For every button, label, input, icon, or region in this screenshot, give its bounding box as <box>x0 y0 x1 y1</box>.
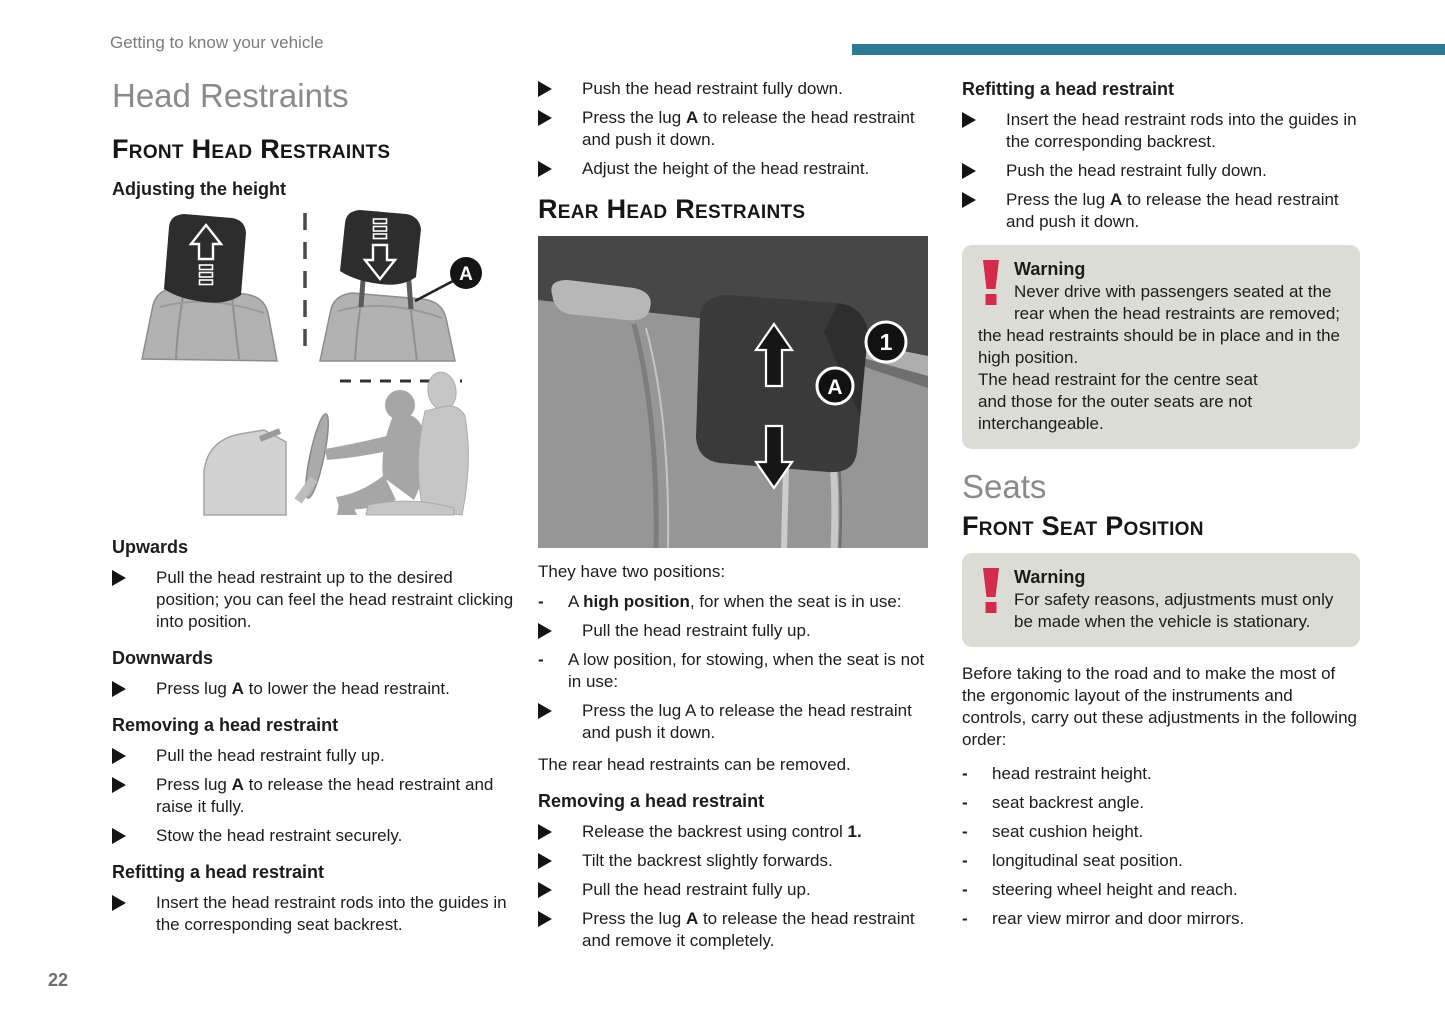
rear-removing-list <box>538 821 940 952</box>
list-item <box>112 892 514 936</box>
low-position-action <box>538 700 940 744</box>
arrow-bullet-icon <box>538 911 568 927</box>
arrow-bullet-icon <box>538 853 568 869</box>
arrow-bullet-icon <box>112 681 142 697</box>
list-item-text: Press the lug A to release the head restraint and push it down. <box>1006 190 1339 231</box>
adjustment-order-list <box>962 763 1360 930</box>
arrow-bullet-icon <box>538 623 568 639</box>
list-item <box>962 792 1360 814</box>
rear-head-restraint-figure <box>538 236 940 553</box>
list-item-text: Release the backrest using control 1. <box>582 822 862 841</box>
adjustment-intro: Before taking to the road and to make the most of the ergonomic layout of the instruments and controls, carry out these adjustments in the following order: <box>962 664 1357 749</box>
list-item <box>538 821 940 843</box>
list-item-text: A low position, for stowing, when the seat is not in use: <box>568 650 925 691</box>
subheading-removing-rear: Removing a head restraint <box>538 791 765 811</box>
list-item <box>538 879 940 901</box>
section-front-seat-position: Front Seat Position <box>962 511 1204 541</box>
list-item <box>962 189 1360 233</box>
list-item <box>538 850 940 872</box>
dash-bullet: - <box>962 851 968 870</box>
arrow-bullet-icon <box>112 570 142 586</box>
arrow-bullet-icon <box>112 748 142 764</box>
list-item-text: Push the head restraint fully down. <box>1006 161 1267 180</box>
subheading-adjusting-height: Adjusting the height <box>112 179 286 199</box>
dash-bullet: - <box>962 909 968 928</box>
list-item <box>538 908 940 952</box>
list-item-text: Press the lug A to release the head restraint and push it down. <box>582 701 912 742</box>
dash-bullet: - <box>538 650 544 669</box>
subheading-refitting: Refitting a head restraint <box>112 862 325 882</box>
list-item-text: Tilt the backrest slightly forwards. <box>582 851 833 870</box>
warning-title: Warning <box>1014 259 1086 279</box>
breadcrumb: Getting to know your vehicle <box>110 33 324 52</box>
front-head-restraint-figure <box>112 209 514 522</box>
list-item-text: Pull the head restraint fully up. <box>156 746 385 765</box>
list-item-text: seat cushion height. <box>992 822 1144 841</box>
list-item <box>962 160 1360 182</box>
arrow-bullet-icon <box>538 81 568 97</box>
arrow-bullet-icon <box>962 163 992 179</box>
list-item-text: rear view mirror and door mirrors. <box>992 909 1245 928</box>
list-item <box>112 774 514 818</box>
label-a-text: A <box>459 264 473 285</box>
list-item <box>112 678 514 700</box>
dash-bullet: - <box>962 793 968 812</box>
dash-bullet: - <box>538 592 544 611</box>
list-item-text: Pull the head restraint fully up. <box>582 880 811 899</box>
refitting-list <box>112 892 514 936</box>
section-rear-head-restraints: Rear Head Restraints <box>538 194 806 224</box>
list-item-text: Pull the head restraint fully up. <box>582 621 811 640</box>
warning-text: For safety reasons, adjustments must only be made when the vehicle is stationary. <box>1014 590 1334 631</box>
rear-note: The rear head restraints can be removed. <box>538 755 851 774</box>
arrow-bullet-icon <box>538 161 568 177</box>
arrow-bullet-icon <box>538 110 568 126</box>
warning-box-seat-adjustment <box>962 553 1360 647</box>
rear-intro: They have two positions: <box>538 562 726 581</box>
arrow-bullet-icon <box>112 895 142 911</box>
list-item-text: Push the head restraint fully down. <box>582 79 843 98</box>
warning-title: Warning <box>1014 567 1086 587</box>
dash-bullet: - <box>962 764 968 783</box>
subheading-removing: Removing a head restraint <box>112 715 339 735</box>
warning-box-head-restraints <box>962 245 1360 449</box>
list-item <box>538 591 940 613</box>
subheading-upwards: Upwards <box>112 537 189 557</box>
arrow-bullet-icon <box>538 703 568 719</box>
front-restraint-steps-list <box>538 78 940 180</box>
warning-text: Never drive with passengers seated at the rear when the head restraints are removed; the head restraints should be in place and in the high position. The head restraint for the centre seat and those for the outer seats are not interchangeable. <box>978 282 1341 433</box>
list-item <box>538 649 940 693</box>
seats-title: Seats <box>962 468 1047 505</box>
warning-exclamation-icon <box>980 568 1002 614</box>
low-position-item <box>538 649 940 693</box>
list-item-text: Adjust the height of the head restraint. <box>582 159 870 178</box>
arrow-bullet-icon <box>112 828 142 844</box>
dash-bullet: - <box>962 880 968 899</box>
page-title: Head Restraints <box>112 77 349 114</box>
list-item <box>538 620 940 642</box>
column-left <box>112 78 514 943</box>
list-item-text: Press the lug A to release the head restraint and remove it completely. <box>582 909 915 950</box>
arrow-bullet-icon <box>112 777 142 793</box>
page-number: 22 <box>48 970 69 990</box>
list-item-text: steering wheel height and reach. <box>992 880 1238 899</box>
list-item <box>538 158 940 180</box>
list-item-text: Insert the head restraint rods into the guides in the corresponding backrest. <box>1006 110 1357 151</box>
list-item <box>962 763 1360 785</box>
warning-exclamation-icon <box>980 260 1002 306</box>
list-item <box>962 879 1360 901</box>
rear-refitting-list <box>962 109 1360 233</box>
list-item <box>962 850 1360 872</box>
subheading-refitting-rear: Refitting a head restraint <box>962 79 1175 99</box>
list-item <box>112 567 514 633</box>
list-item <box>112 745 514 767</box>
list-item-text: longitudinal seat position. <box>992 851 1183 870</box>
lug-a-text: A <box>827 376 843 399</box>
list-item <box>962 109 1360 153</box>
section-front-head-restraints: Front Head Restraints <box>112 134 391 164</box>
control-1-text: 1 <box>879 329 893 355</box>
list-item <box>538 78 940 100</box>
list-item-text: Press the lug A to release the head restraint and push it down. <box>582 108 915 149</box>
list-item <box>538 700 940 744</box>
list-item <box>962 908 1360 930</box>
list-item-text: Press lug A to release the head restraint and raise it fully. <box>156 775 494 816</box>
list-item <box>538 107 940 151</box>
arrow-bullet-icon <box>538 824 568 840</box>
rear-head-restraint-photo <box>538 236 928 548</box>
accent-bar <box>852 44 1445 55</box>
list-item-text: Pull the head restraint up to the desired position; you can feel the head restraint clicking into position. <box>156 568 514 631</box>
subheading-downwards: Downwards <box>112 648 214 668</box>
arrow-bullet-icon <box>538 882 568 898</box>
list-item <box>112 825 514 847</box>
front-head-restraint-illustration <box>112 209 508 517</box>
list-item <box>962 821 1360 843</box>
high-position-item <box>538 591 940 613</box>
list-item-text: A high position, for when the seat is in use: <box>568 592 902 611</box>
dash-bullet: - <box>962 822 968 841</box>
list-item-text: Insert the head restraint rods into the guides in the corresponding seat backrest. <box>156 893 507 934</box>
arrow-bullet-icon <box>962 112 992 128</box>
list-item-text: seat backrest angle. <box>992 793 1145 812</box>
list-item-text: Press lug A to lower the head restraint. <box>156 679 450 698</box>
arrow-bullet-icon <box>962 192 992 208</box>
removing-list <box>112 745 514 847</box>
list-item-text: head restraint height. <box>992 764 1152 783</box>
column-middle <box>538 78 940 959</box>
column-right <box>962 78 1360 937</box>
list-item-text: Stow the head restraint securely. <box>156 826 403 845</box>
high-position-action <box>538 620 940 642</box>
upwards-list <box>112 567 514 633</box>
downwards-list <box>112 678 514 700</box>
